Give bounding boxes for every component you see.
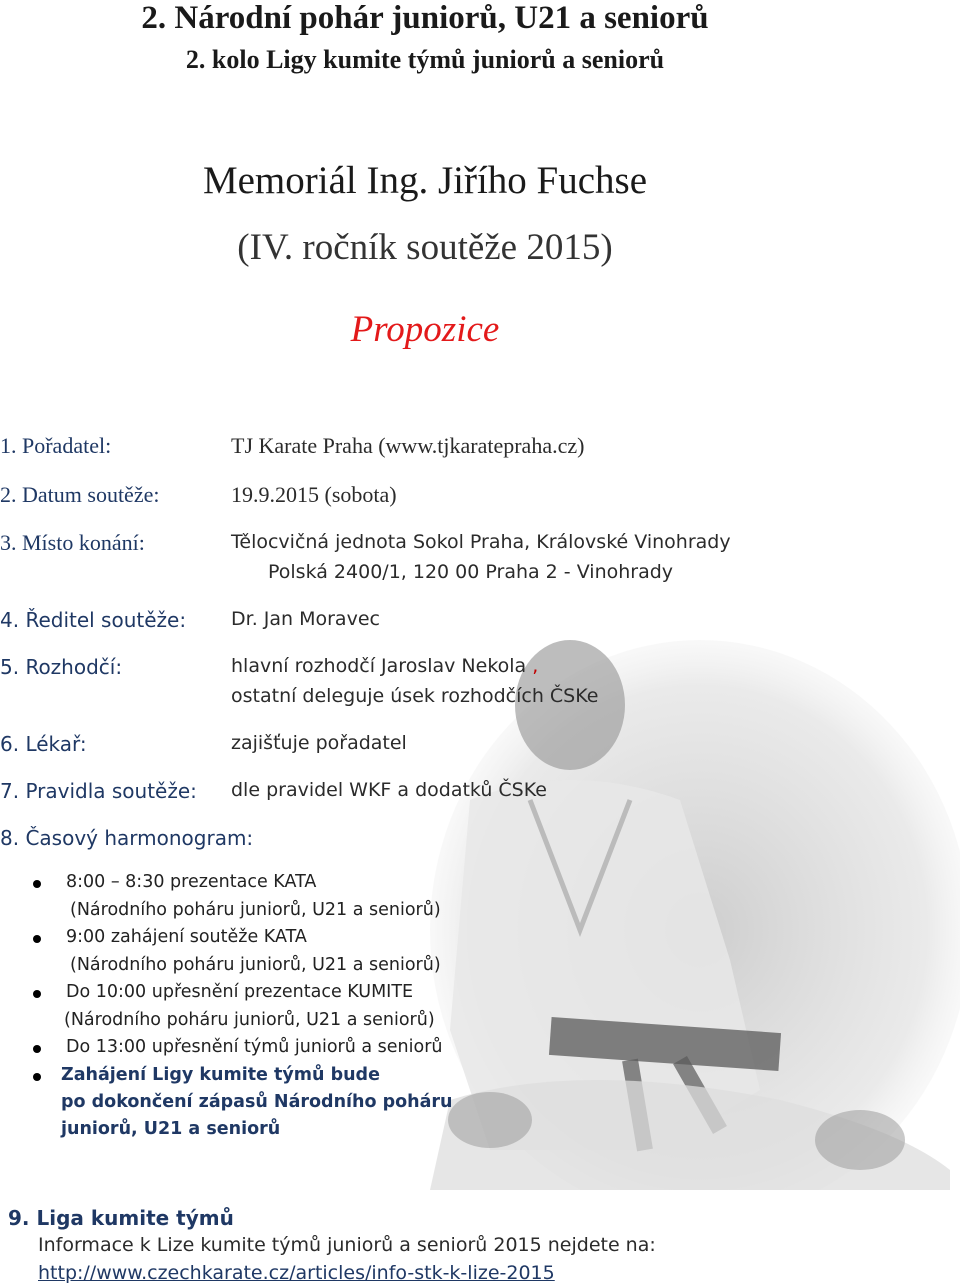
league-info: Informace k Lize kumite týmů juniorů a seniorů 2015 nejdete na:: [38, 1234, 656, 1256]
schedule-item-4-line1: Do 13:00 upřesnění týmů juniorů a seniorů: [66, 1037, 443, 1057]
bullet-icon: [33, 880, 41, 888]
bullet-icon: [33, 1073, 41, 1081]
schedule-item-3-line1: Do 10:00 upřesnění prezentace KUMITE: [66, 982, 414, 1002]
director-label: 4. Ředitel soutěže:: [0, 608, 187, 632]
organizer-value: TJ Karate Praha (www.tjkaratepraha.cz): [231, 433, 585, 458]
referees-head: hlavní rozhodčí Jaroslav Nekola: [231, 655, 527, 677]
venue-line1: Tělocvičná jednota Sokol Praha, Královské Vinohrady: [231, 531, 731, 553]
venue-line2: Polská 2400/1, 120 00 Praha 2 - Vinohrady: [268, 561, 674, 583]
schedule-item-3-line2: (Národního poháru juniorů, U21 a seniorů): [64, 1010, 435, 1030]
schedule-item-2-line2: (Národního poháru juniorů, U21 a seniorů): [70, 955, 441, 975]
propozice-heading: Propozice: [350, 309, 500, 350]
memorial-title: Memoriál Ing. Jiřího Fuchse: [202, 159, 648, 202]
league-label: 9. Liga kumite týmů: [8, 1206, 234, 1230]
page-title: 2. Národní pohár juniorů, U21 a seniorů: [141, 0, 709, 36]
schedule-item-1-line1: 8:00 – 8:30 prezentace KATA: [66, 872, 317, 892]
rules-value: dle pravidel WKF a dodatků ČSKe: [231, 779, 547, 801]
schedule-item-1-line2: (Národního poháru juniorů, U21 a seniorů): [70, 900, 441, 920]
schedule-label: 8. Časový harmonogram:: [0, 826, 254, 850]
schedule-item-5-line3: juniorů, U21 a seniorů: [61, 1119, 281, 1139]
director-value: Dr. Jan Moravec: [231, 608, 380, 630]
venue-label: 3. Místo konání:: [0, 530, 145, 555]
bullet-icon: [33, 935, 41, 943]
rules-label: 7. Pravidla soutěže:: [0, 779, 197, 803]
referees-label: 5. Rozhodčí:: [0, 655, 123, 679]
date-label: 2. Datum soutěže:: [0, 482, 160, 507]
bullet-icon: [33, 990, 41, 998]
karateka-photo: [430, 630, 960, 1190]
page-subtitle: 2. kolo Ligy kumite týmů juniorů a seniorů: [185, 45, 665, 74]
bullet-icon: [33, 1045, 41, 1053]
doctor-value: zajišťuje pořadatel: [231, 732, 407, 754]
league-link[interactable]: http://www.czechkarate.cz/articles/info-stk-k-lize-2015: [38, 1262, 555, 1284]
schedule-item-5-line2: po dokončení zápasů Národního poháru: [61, 1092, 453, 1112]
schedule-item-2-line1: 9:00 zahájení soutěže KATA: [66, 927, 307, 947]
referees-comma: ,: [526, 655, 539, 677]
schedule-item-5-line1: Zahájení Ligy kumite týmů bude: [61, 1065, 380, 1085]
referees-line2: ostatní deleguje úsek rozhodčích ČSKe: [231, 685, 599, 707]
date-value: 19.9.2015 (sobota): [231, 482, 397, 507]
doctor-label: 6. Lékař:: [0, 732, 87, 756]
referees-line1: [231, 655, 538, 677]
organizer-label: 1. Pořadatel:: [0, 433, 112, 458]
edition-text: (IV. ročník soutěže 2015): [237, 227, 613, 268]
